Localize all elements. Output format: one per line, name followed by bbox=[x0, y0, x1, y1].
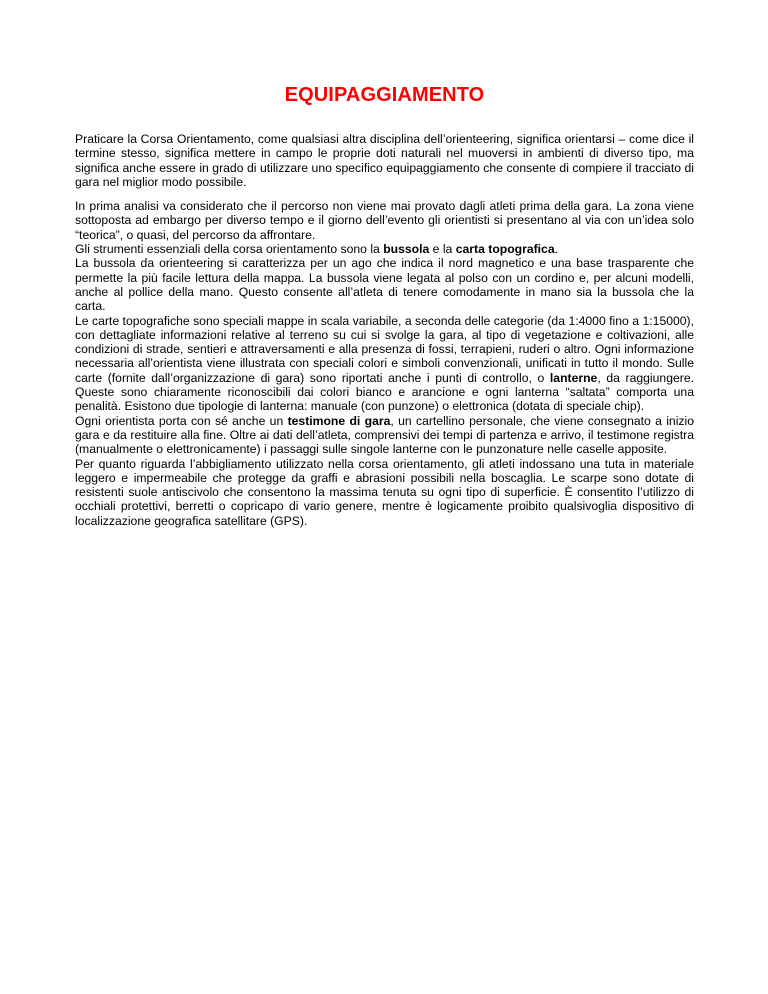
paragraph-essential-tools bbox=[75, 242, 694, 256]
text-segment: Le carte topografiche sono speciali mappe in scala variabile, a seconda delle categorie (da 1:4000 fino a 1:15000), con dettagliate informazioni relative al terreno su cui si svolge la gara, al tipo di vegetazione e coltivazioni, alle condizioni di strade, sentieri e attraversamenti e alla presenza di fossi, terrapieni, ruderi o altro. Ogni informazione necessaria all’orientista viene illustrata con speciali colori e simboli convenzionali, unificati in tutto il mondo. Sulle carte (fornite dall’organizzazione di gara) sono riportati anche i punti di controllo, o bbox=[75, 313, 694, 385]
paragraph-compass: La bussola da orienteering si caratterizza per un ago che indica il nord magnetico e una base trasparente che permette la più facile lettura della mappa. La bussola viene legata al polso con un cordino e, per alcuni modelli, anche al pollice della mano. Questo consente all’atleta di tenere comodamente in mano sia la bussola che la carta. bbox=[75, 256, 694, 314]
paragraph-course: In prima analisi va considerato che il percorso non viene mai provato dagli atleti prima della gara. La zona viene sottoposta ad embargo per diverso tempo e il giorno dell’evento gli orientisti si presentano al via con un’idea solo “teorica”, o quasi, del percorso da affrontare. bbox=[75, 199, 694, 242]
text-segment: , da raggiungere. Queste sono chiaramente riconoscibili dai colori bianco e arancione e ogni lanterna “saltata” comporta una penalità. Esistono due tipologie di lanterna: manuale (con punzone) o elettronica (dotata di speciale chip). bbox=[75, 370, 694, 414]
paragraph-clothing: Per quanto riguarda l’abbigliamento utilizzato nella corsa orientamento, gli atleti indossano una tuta in materiale leggero e impermeabile che protegge da graffi e abrasioni possibili nella boscaglia. Le scarpe sono dotate di resistenti suole antiscivolo che consentono la massima tenuta su ogni tipo di superficie. È consentito l’utilizzo di occhiali protettivi, berretti o copricapo di vario genere, mentre è logicamente proibito qualsivoglia dispositivo di localizzazione geografica satellitare (GPS). bbox=[75, 456, 694, 528]
paragraph-control-card bbox=[75, 414, 694, 457]
text-segment: . bbox=[554, 242, 559, 257]
intro-paragraph: Praticare la Corsa Orientamento, come qualsiasi altra disciplina dell’orienteering, significa orientarsi – come dice il termine stesso, significa mettere in campo le proprie doti naturali nel muoversi in ambienti di diverso tipo, ma significa anche essere in grado di utilizzare uno specifico equipaggiamento che consente di compiere il tracciato di gara nel miglior modo possibile. bbox=[75, 132, 694, 189]
bold-term-testimone-di-gara: testimone di gara bbox=[287, 413, 391, 428]
bold-term-bussola: bussola bbox=[383, 242, 430, 257]
paragraph-spacer bbox=[75, 189, 694, 199]
document-title: EQUIPAGGIAMENTO bbox=[284, 84, 485, 106]
text-segment: , un cartellino personale, che viene consegnato a inizio gara e da restituire alla fine. Oltre ai dati dell’atleta, comprensivi dei tempi di partenza e arrivo, il testimone registra (manualmente o elettronicamente) i passaggi sulle singole lanterne con le punzonature nelle caselle apposite. bbox=[75, 413, 694, 457]
paragraph-maps bbox=[75, 314, 694, 414]
bold-term-carta-topografica: carta topografica bbox=[455, 242, 555, 257]
document-page bbox=[75, 84, 694, 528]
text-segment: e la bbox=[429, 242, 456, 257]
bold-term-lanterne: lanterne bbox=[549, 370, 598, 385]
text-segment: Ogni orientista porta con sé anche un bbox=[75, 413, 288, 428]
text-segment: Gli strumenti essenziali della corsa orientamento sono la bbox=[75, 242, 384, 257]
